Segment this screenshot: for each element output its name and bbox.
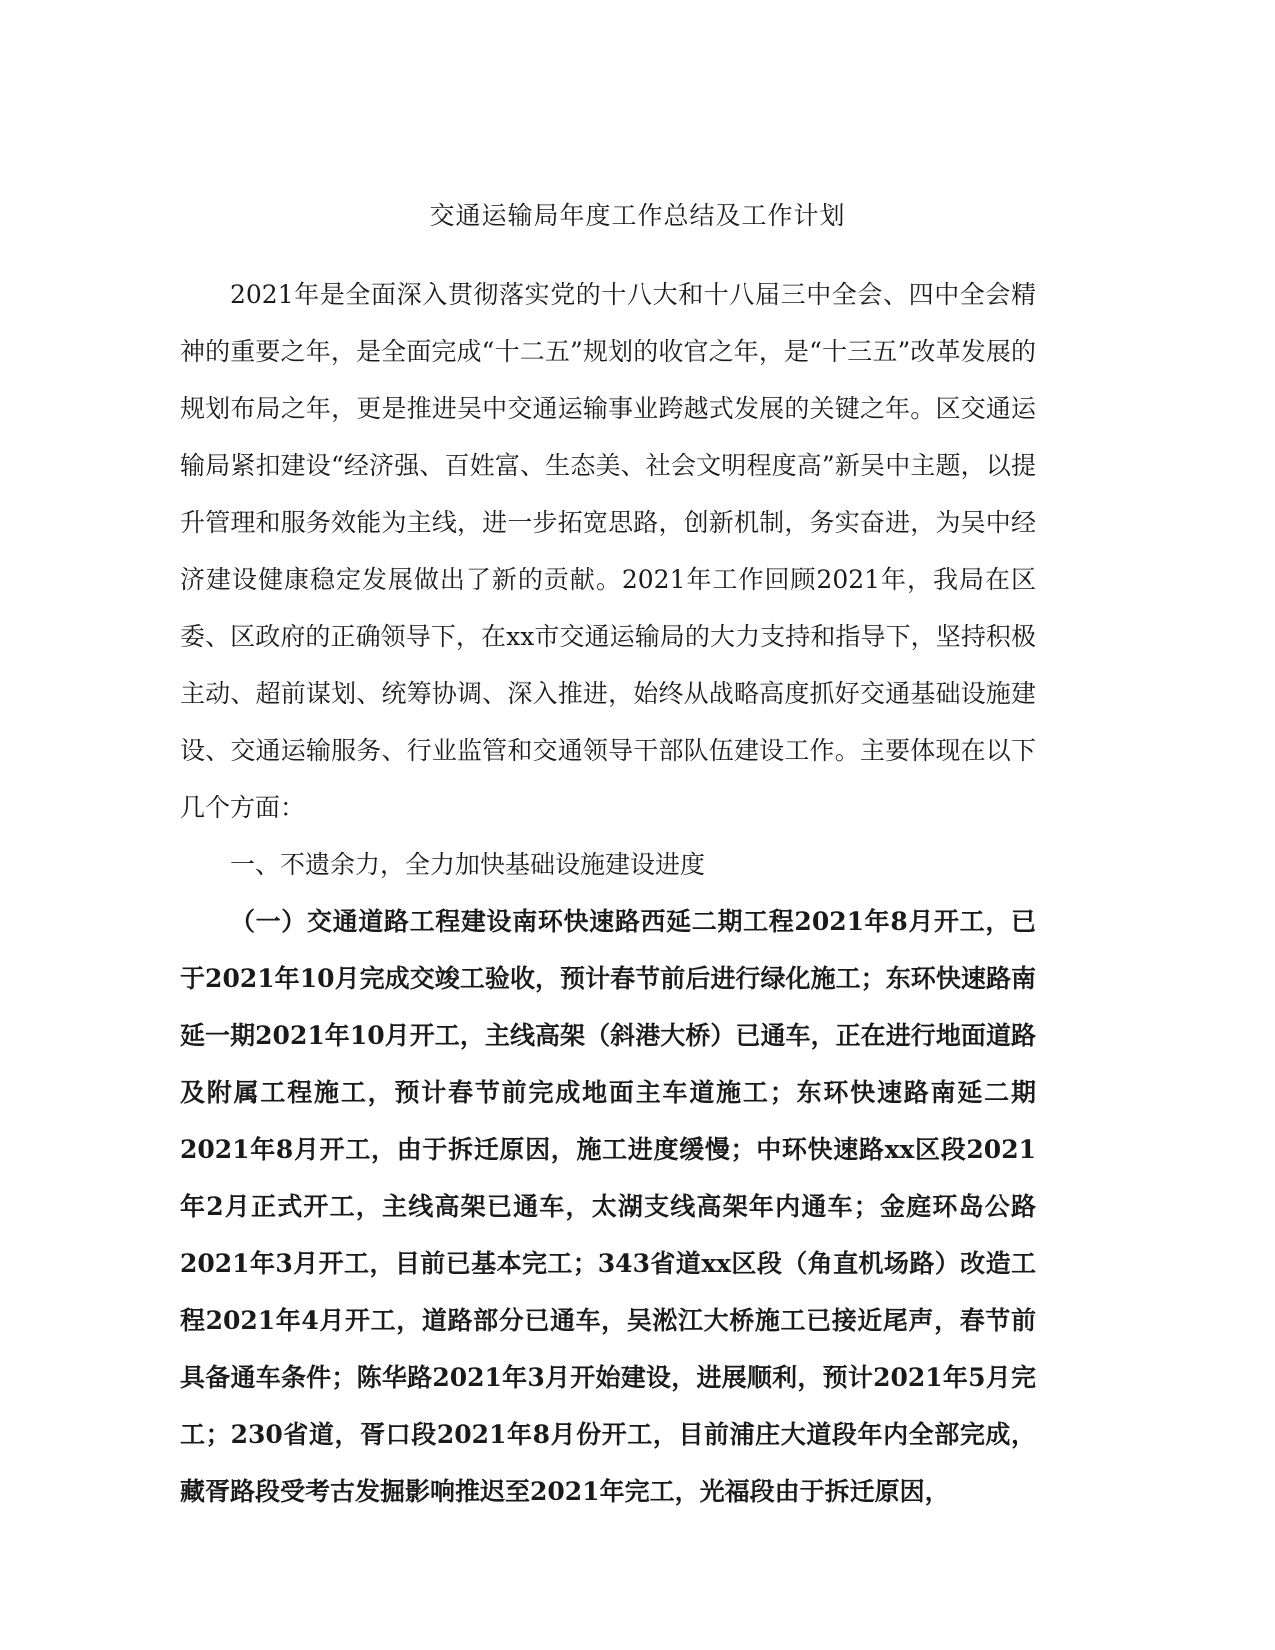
section-heading-1: 一、不遗余力，全力加快基础设施建设进度 — [230, 850, 706, 879]
document-body — [180, 266, 1036, 1520]
document-title: 交通运输局年度工作总结及工作计划 — [429, 201, 846, 230]
paragraph-road-construction: （一）交通道路工程建设南环快速路西延二期工程2021年8月开工，已于2021年10月完成交竣工验收，预计春节前后进行绿化施工；东环快速路南延一期2021年10月开工，主线高架（斜港大桥）已通车，正在进行地面道路及附属工程施工，预计春节前完成地面主车道施工；东环快速路南延二期2021年8月开工，由于拆迁原因，施工进度缓慢；中环快速路xx区段2021年2月正式开工，主线高架已通车，太湖支线高架年内通车；金庭环岛公路2021年3月开工，目前已基本完工；343省道xx区段（角直机场路）改造工程2021年4月开工，道路部分已通车，吴淞江大桥施工已接近尾声，春节前具备通车条件；陈华路2021年3月开始建设，进展顺利，预计2021年5月完工；230省道，胥口段2021年8月份开工，目前浦庄大道段年内全部完成，藏胥路段受考古发掘影响推迟至2021年完工，光福段由于拆迁原因， — [180, 907, 1036, 1506]
paragraph-intro: 2021年是全面深入贯彻落实党的十八大和十八届三中全会、四中全会精神的重要之年，是全面完成“十二五”规划的收官之年，是“十三五”改革发展的规划布局之年，更是推进吴中交通运输事业跨越式发展的关键之年。区交通运输局紧扣建设“经济强、百姓富、生态美、社会文明程度高”新吴中主题，以提升管理和服务效能为主线，进一步拓宽思路，创新机制，务实奋进，为吴中经济建设健康稳定发展做出了新的贡献。2021年工作回顾2021年，我局在区委、区政府的正确领导下，在xx市交通运输局的大力支持和指导下，坚持积极主动、超前谋划、统筹协调、深入推进，始终从战略高度抓好交通基础设施建设、交通运输服务、行业监管和交通领导干部队伍建设工作。主要体现在以下几个方面： — [180, 280, 1036, 822]
